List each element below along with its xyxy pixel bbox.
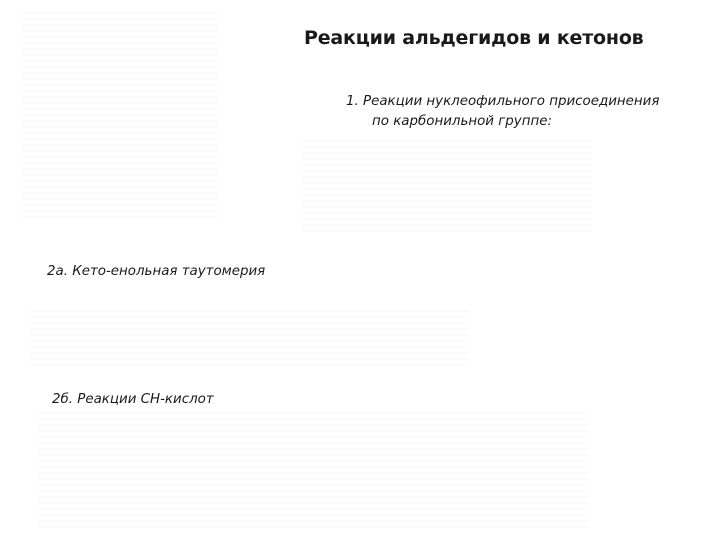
section-1-heading-line1: 1. Реакции нуклеофильного присоединения <box>346 94 660 109</box>
section-1-heading-line2: по карбонильной группе: <box>372 114 552 129</box>
section-1-heading <box>346 92 706 132</box>
slide-title: Реакции альдегидов и кетонов <box>304 27 644 49</box>
nucleophilic-addition-scheme-image <box>302 140 592 232</box>
section-2a-heading: 2а. Кето-енольная таутомерия <box>47 264 266 279</box>
section-2b-heading: 2б. Реакции СН-кислот <box>52 392 214 407</box>
keto-enol-scheme-image <box>30 310 470 366</box>
reaction-scheme-image <box>22 12 218 218</box>
ch-acid-scheme-image <box>38 410 590 528</box>
